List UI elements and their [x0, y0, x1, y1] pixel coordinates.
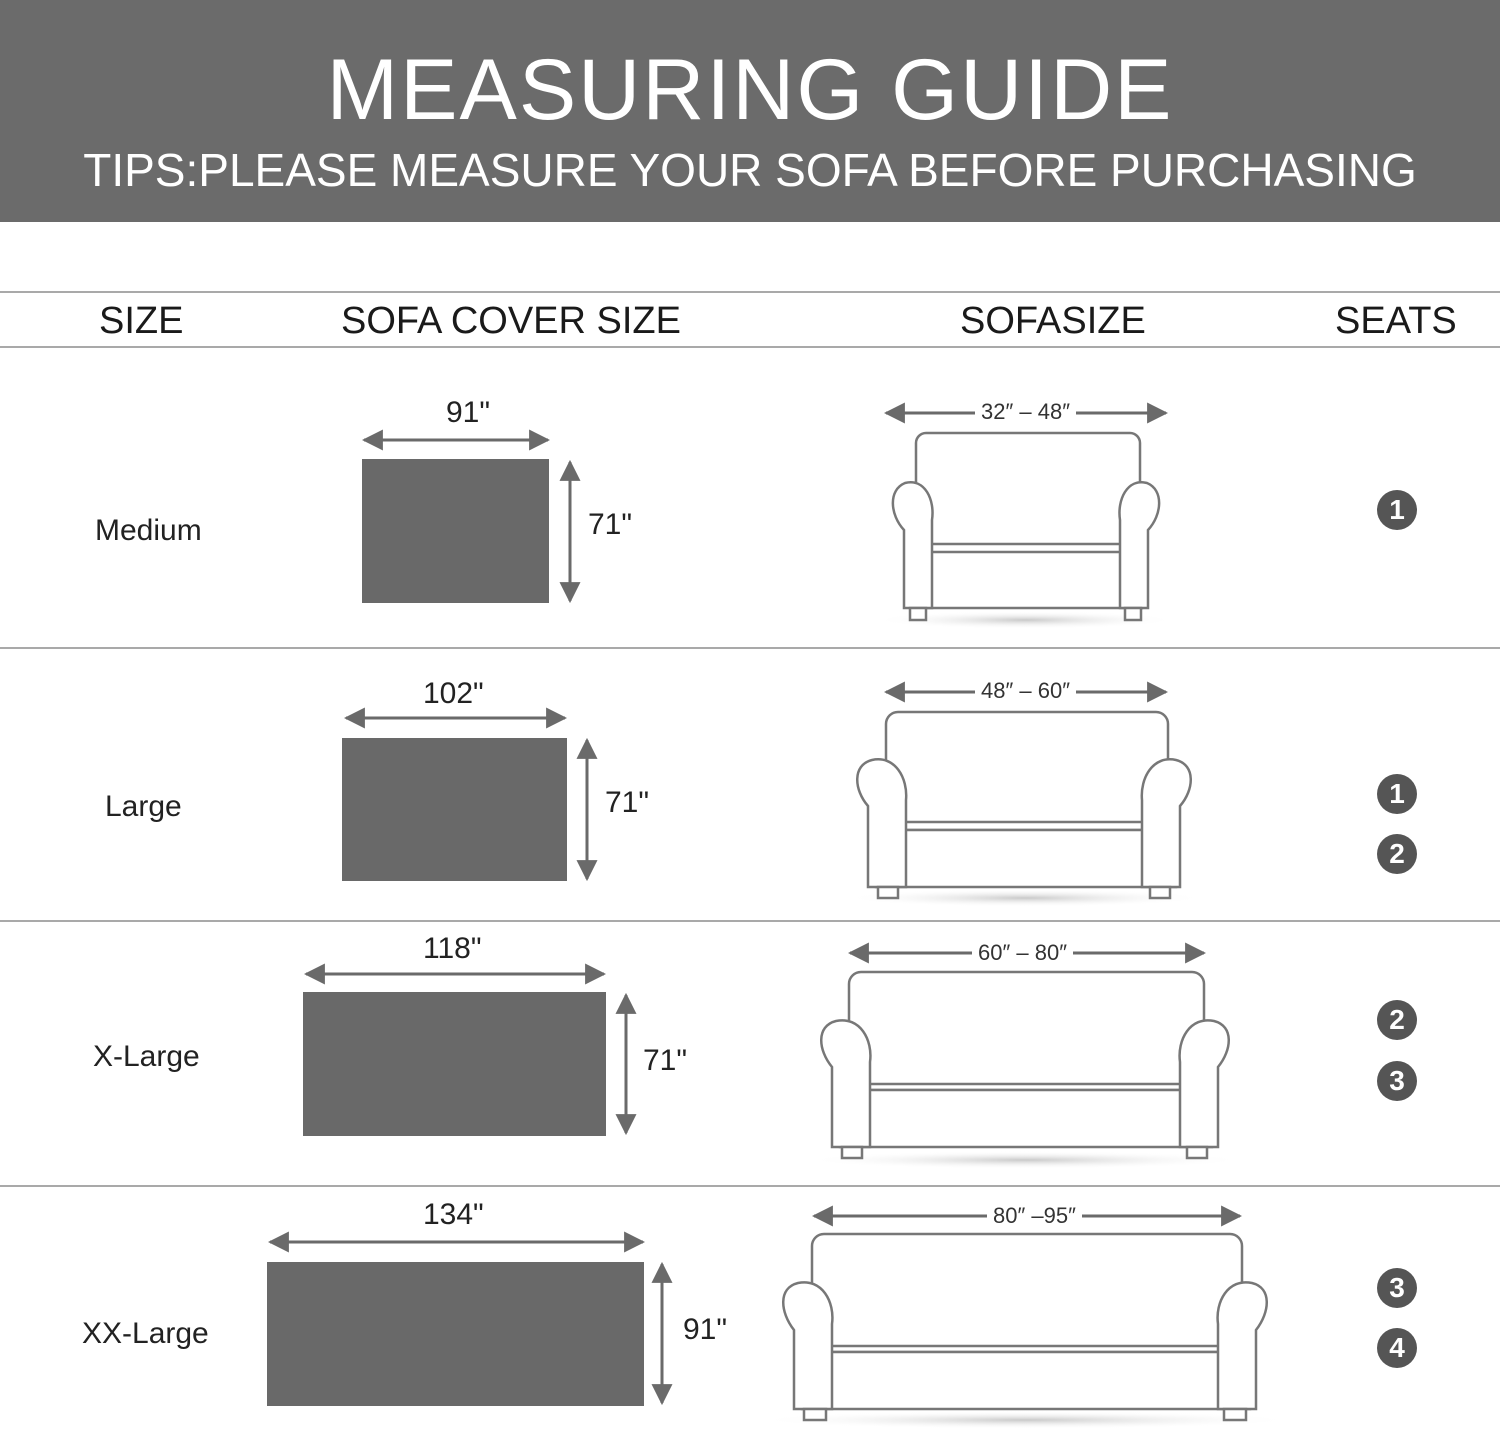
cover-width-large: 102" [423, 677, 484, 710]
size-label-medium: Medium [95, 514, 202, 547]
column-header-seats: SEATS [1335, 300, 1457, 342]
cover-width-xx-large: 134" [423, 1198, 484, 1231]
cover-width-medium: 91" [446, 396, 491, 429]
sofa-x-large [805, 953, 1245, 1169]
sofa-medium [875, 413, 1175, 629]
seat-badge: 3 [1377, 1061, 1417, 1101]
seat-badge: 2 [1377, 834, 1417, 874]
cover-height-x-large: 71" [643, 1044, 688, 1077]
page-title: MEASURING GUIDE [326, 42, 1174, 138]
cover-height-xx-large: 91" [683, 1313, 728, 1346]
cover-width-x-large: 118" [423, 932, 482, 965]
tips-text: TIPS:PLEASE MEASURE YOUR SOFA BEFORE PURCHASING [83, 144, 1417, 196]
cover-height-medium: 71" [588, 508, 633, 541]
sofa-range-medium: 32″ – 48″ [975, 399, 1076, 425]
cover-rect-x-large [303, 992, 606, 1136]
sofa-xx-large [755, 1216, 1295, 1429]
cover-rect-xx-large [267, 1262, 644, 1406]
size-label-x-large: X-Large [93, 1040, 200, 1073]
sofa-large [845, 692, 1205, 907]
sofa-range-large: 48″ – 60″ [975, 678, 1076, 704]
seat-badge: 1 [1377, 490, 1417, 530]
column-header-size: SIZE [99, 300, 184, 342]
column-header-cover-size: SOFA COVER SIZE [341, 300, 681, 342]
seat-badge: 2 [1377, 1000, 1417, 1040]
sofa-range-xx-large: 80″ –95″ [987, 1203, 1082, 1229]
sofa-range-x-large: 60″ – 80″ [972, 940, 1073, 966]
cover-rect-medium [362, 459, 549, 603]
seat-badge: 4 [1377, 1328, 1417, 1368]
column-header-sofa-size: SOFASIZE [960, 300, 1146, 342]
seat-badge: 1 [1377, 774, 1417, 814]
seat-badge: 3 [1377, 1268, 1417, 1308]
cover-height-large: 71" [605, 786, 650, 819]
cover-rect-large [342, 738, 567, 881]
size-label-large: Large [105, 790, 182, 823]
size-label-xx-large: XX-Large [82, 1317, 209, 1350]
